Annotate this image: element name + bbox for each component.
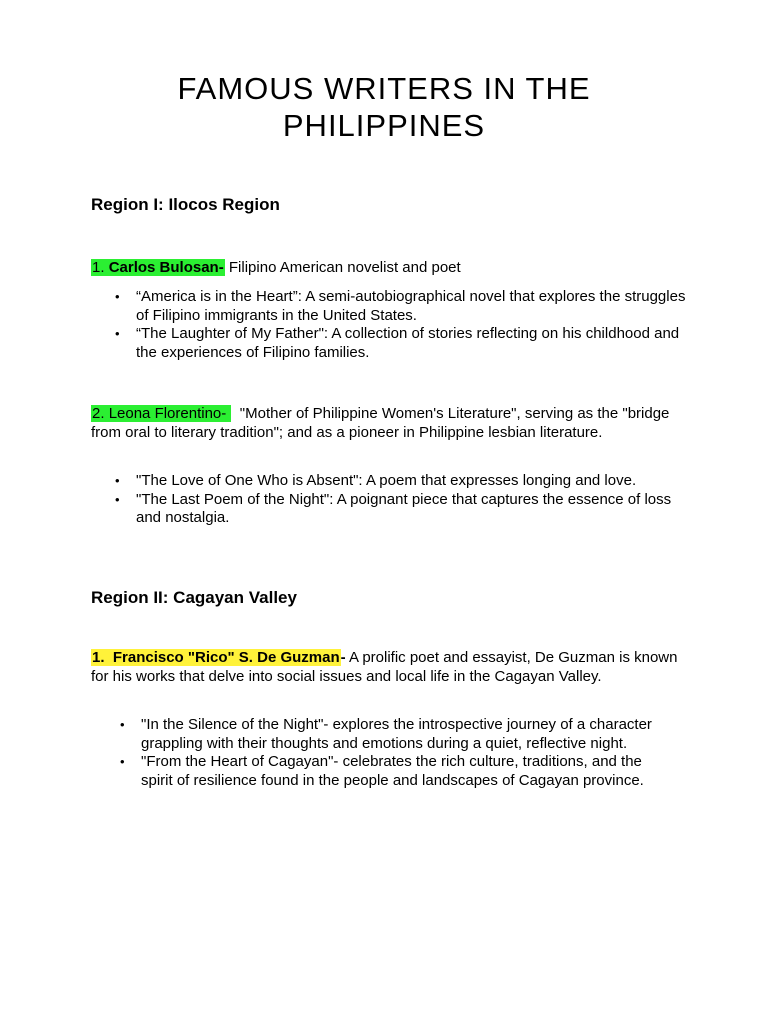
bullet-icon: •: [120, 717, 125, 732]
writer-name-highlight: [91, 259, 225, 276]
bullet-icon: •: [115, 326, 120, 341]
writer-name: Carlos Bulosan-: [108, 259, 224, 276]
writer-entry-leona-florentino: [91, 405, 681, 442]
list-item: [120, 716, 676, 753]
region-heading-2: Region II: Cagayan Valley: [91, 588, 297, 607]
writer-entry-carlos-bulosan: [91, 259, 691, 278]
writer-name: Francisco "Rico" S. De Guzman: [112, 649, 340, 666]
writer-number: 1.: [92, 259, 105, 276]
work-text: "The Last Poem of the Night": A poignant piece that captures the essence of loss and nostalgia.: [136, 490, 672, 526]
writer-number: 2.: [92, 405, 105, 422]
bullet-icon: •: [115, 491, 120, 507]
works-list: [120, 716, 676, 790]
writer-name-highlight: [91, 649, 341, 666]
writer-name-highlight: [91, 405, 231, 422]
writer-number: 1.: [92, 649, 105, 666]
writer-description: A prolific poet and essayist, De Guzman is known for his works that delve into social issues and local life in the Cagayan Valley.: [91, 649, 678, 685]
list-item: [115, 288, 696, 325]
writer-entry-francisco-de-guzman: [91, 649, 681, 686]
works-list: [115, 472, 676, 528]
title-line-1: FAMOUS WRITERS IN THE: [177, 71, 591, 106]
work-text: “The Laughter of My Father": A collection of stories reflecting on his childhood and the experiences of Filipino families.: [136, 325, 680, 361]
title-line-2: PHILIPPINES: [282, 108, 486, 143]
works-list: [115, 288, 696, 362]
bullet-icon: •: [115, 289, 120, 304]
list-item: [115, 490, 676, 528]
bullet-icon: •: [115, 473, 120, 488]
writer-description: "Mother of Philippine Women's Literature", serving as the "bridge from oral to literary tradition"; and as a pioneer in Philippine lesbian literature.: [91, 405, 670, 441]
region-heading-1: Region I: Ilocos Region: [91, 195, 280, 214]
writer-dash: -: [340, 649, 346, 666]
bullet-icon: •: [120, 754, 125, 769]
writer-description: Filipino American novelist and poet: [224, 259, 461, 276]
list-item: [115, 472, 676, 491]
work-text: "The Love of One Who is Absent": A poem that expresses longing and love.: [136, 472, 637, 489]
list-item: [120, 753, 676, 790]
work-text: “America is in the Heart”: A semi-autobiographical novel that explores the struggles of Filipino immigrants in the United States.: [136, 288, 686, 324]
writer-name: Leona Florentino-: [108, 405, 227, 422]
list-item: [115, 325, 696, 362]
work-text: "From the Heart of Cagayan"- celebrates the rich culture, traditions, and the spirit of resilience found in the people and landscapes of Cagayan province.: [141, 753, 644, 789]
work-text: "In the Silence of the Night"- explores the introspective journey of a character grappling with their thoughts and emotions during a quiet, reflective night.: [141, 716, 652, 752]
page-title: [0, 70, 768, 144]
